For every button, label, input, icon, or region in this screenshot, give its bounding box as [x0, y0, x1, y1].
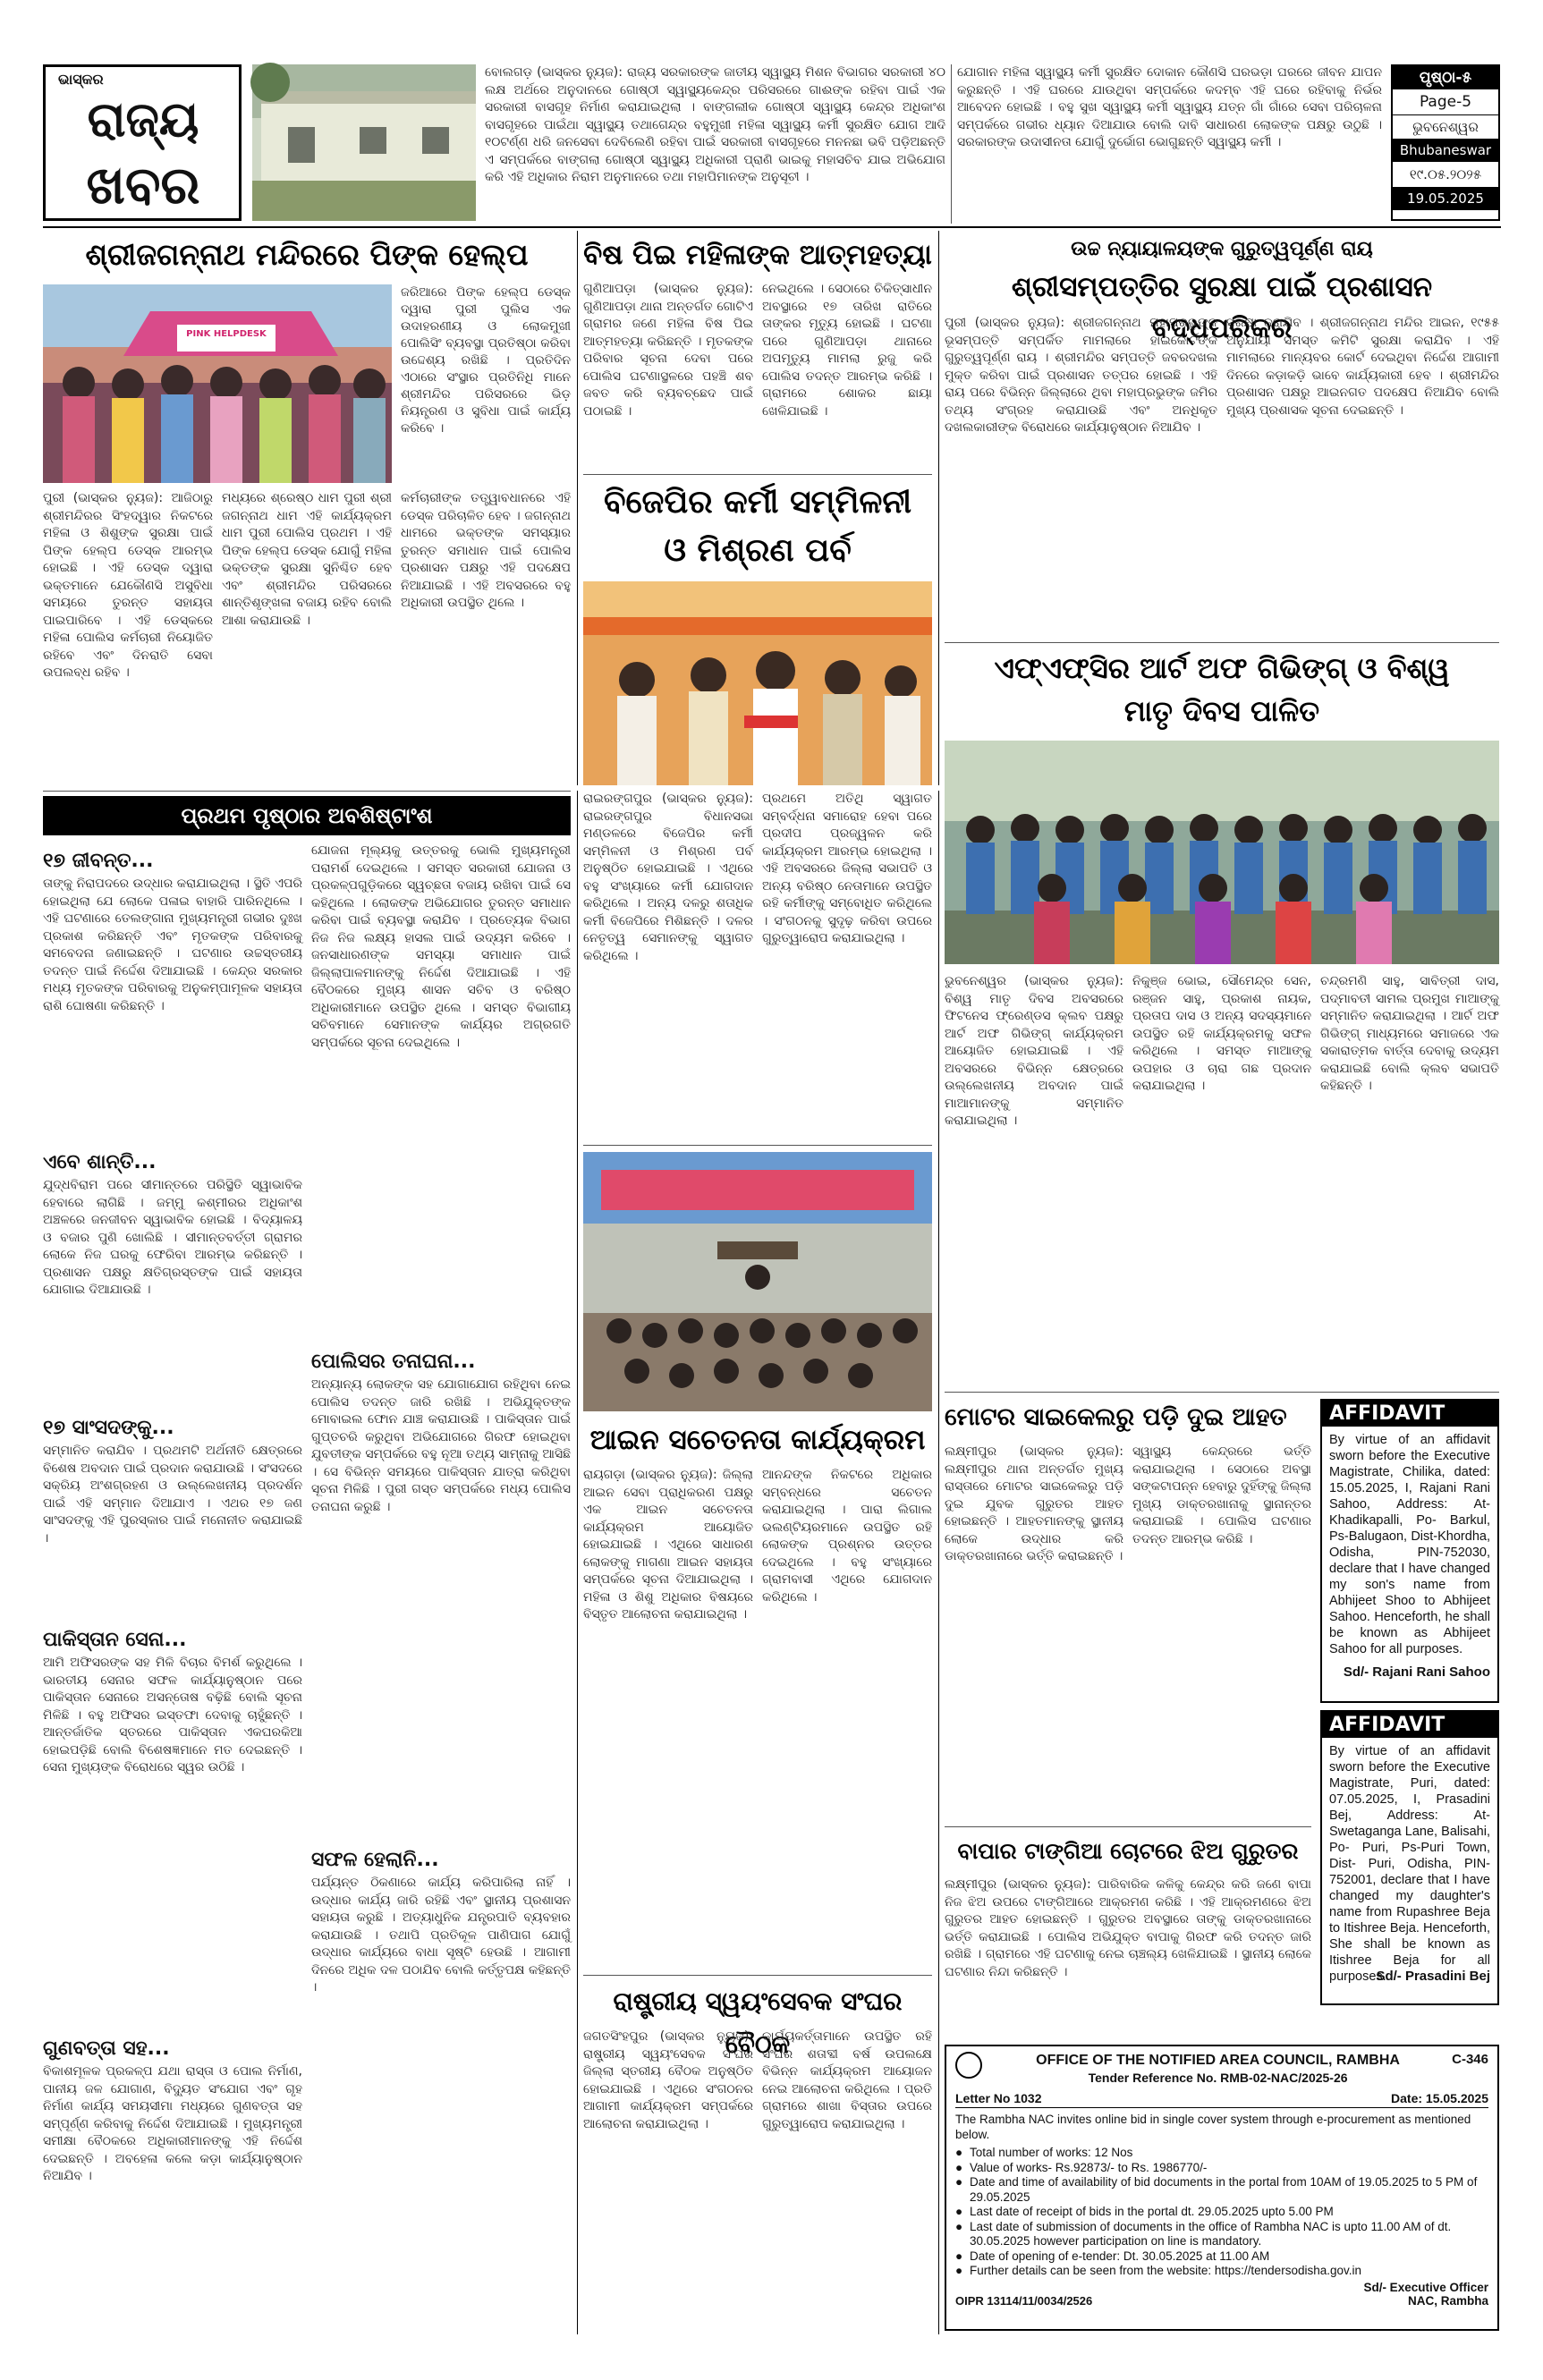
story2-body-a: ଗୁଣିଆପଡ଼ା (ଭାସ୍କର ନ୍ୟୁଜ): ଗୁଣିଆପଡ଼ା ଥାନା ଅନ୍ତର୍ଗତ ଗୋଟିଏ ଗ୍ରାମର ଜଣେ ମହିଳା ବିଷ ପିଇ ଆତ୍ମହତ୍ୟା କରିଛନ୍ତି । ମୃତକଙ୍କ ପରିବାର ସୂଚନା ଦେବା ପରେ ପୋଲିସ ଘଟଣାସ୍ଥଳରେ ପହଞ୍ଚି ଶବ ଜବତ କରି ବ୍ୟବଚ୍ଛେଦ ପାଇଁ ପଠାଇଛି ।: [583, 282, 753, 419]
story6-body-b: ଆନନ୍ଦଙ୍କ ନିକଟରେ ଅଧିକାର ସମ୍ବନ୍ଧରେ ସଚେତନ କରାଯାଇଥିଲା । ପାରା ଲିଗାଲ ଭଲଣ୍ଟିୟରମାନେ ଉପସ୍ଥିତ ରହି ଲୋକଙ୍କ ପ୍ରଶ୍ନର ଉତ୍ତର ଦେଇଥିଲେ । ବହୁ ସଂଖ୍ୟାରେ ଗ୍ରାମବାସୀ ଏଥିରେ ଯୋଗଦାନ କରିଥିଲେ ।: [762, 1468, 932, 1605]
health-center-photo: [252, 64, 476, 221]
story1-body-c: କର୍ମଚାରୀଙ୍କ ତତ୍ତ୍ୱାବଧାନରେ ଏହି ଡେସ୍କ ପରିଚାଳିତ ହେବ । ଜଗନ୍ନାଥ ଧାମରେ ଭକ୍ତଙ୍କ ସମସ୍ୟାର ତୁରନ୍ତ ସମାଧାନ ପାଇଁ ପୋଲିସ ପ୍ରଶାସନ ପକ୍ଷରୁ ଏହି ପଦକ୍ଷେପ ନିଆଯାଇଛି । ଏହି ଅବସରରେ ବହୁ ଅଧିକାରୀ ଉପସ୍ଥିତ ଥିଲେ ।: [401, 491, 571, 610]
tender-letter-no: Letter No 1032: [955, 2091, 1042, 2105]
tender-item: ● Last date of receipt of bids in the portal dt. 29.05.2025 upto 5.00 PM: [955, 2205, 1334, 2218]
continued-banner-text: ପ୍ରଥମ ପୃଷ୍ଠାର ଅବଶିଷ୍ଟାଂଶ: [181, 803, 433, 828]
top-story-col2: ଯୋଗାନ ମହିଳା ସ୍ୱାସ୍ଥ୍ୟ କର୍ମୀ ସୁରକ୍ଷିତ ଦୋକାନ କୌଣସି ଘରଭଡ଼ା ଘରରେ ଜୀବନ ଯାପନ କରୁଛନ୍ତି । ଏହି ଘରରେ ଯାଉଥିବା ସମ୍ପର୍କରେ କଦମ୍ବ ଏହି ଘରେ ରହିବାକୁ ନିର୍ଭର ଆବେଦନ ହୋଇଛି । ବହୁ ସୁଖ ସ୍ୱାସ୍ଥ୍ୟ କର୍ମୀ ସ୍ୱାସ୍ଥ୍ୟ ଯତ୍ନ ଗାଁ ଗାଁରେ ସେବା ପରିଚାଳନା ସମ୍ପର୍କରେ ଗଭୀର ଧ୍ୟାନ ଦିଆଯାଉ ବୋଲି ଦାବି ସାଧାରଣ ଲୋକଙ୍କ ପକ୍ଷରୁ ଉଠୁଛି । ସରକାରଙ୍କ ଉଦାସୀନତା ଯୋଗୁଁ ଦୁର୍ଭୋଗ ଭୋଗୁଛନ୍ତି ସ୍ୱାସ୍ଥ୍ୟ କର୍ମୀ ।: [957, 65, 1382, 149]
affidavit-2-heading: AFFIDAVIT: [1322, 1712, 1497, 1738]
story7-body-b: ସ୍ୱାସ୍ଥ୍ୟ କେନ୍ଦ୍ରରେ ଭର୍ତ୍ତି କରାଯାଇଥିଲା । ସେଠାରେ ଅବସ୍ଥା ସଙ୍କଟାପନ୍ନ ହେବାରୁ ଦୁହିଁଙ୍କୁ ଜିଲ୍ଲା ମୁଖ୍ୟ ଡାକ୍ତରଖାନାକୁ ସ୍ଥାନାନ୍ତର କରାଯାଇଛି । ପୋଲିସ ଘଟଣାର ତଦନ୍ତ ଆରମ୍ଭ କରିଛି ।: [1132, 1444, 1311, 1546]
tender-item: ● Last date of submission of documents in the office of Rambha NAC is upto 11.00 AM of dt. 30.05.2025 however participation on line is mandatory.: [955, 2219, 1452, 2248]
story3-body-a: ପୁରୀ (ଭାସ୍କର ନ୍ୟୁଜ): ଶ୍ରୀଜଗନ୍ନାଥ ମହାପ୍ରଭୁଙ୍କ ଭୂସମ୍ପତ୍ତି ସମ୍ପର୍କିତ ମାମଲାରେ ହାଇକୋର୍ଟଙ୍କ ଗୁରୁତ୍ୱପୂର୍ଣ୍ଣ ରାୟ । ଶ୍ରୀମନ୍ଦିର ସମ୍ପତ୍ତି ଜବରଦଖଲ ମୁକ୍ତ କରିବା ପାଇଁ ପ୍ରଶାସନ ତତ୍ପର ହୋଇଛି । ଏହି ରାୟ ପରେ ବିଭିନ୍ନ ଜିଲ୍ଲାରେ ଥିବା ମହାପ୍ରଭୁଙ୍କ ଜମିର ତଥ୍ୟ ସଂଗ୍ରହ କରାଯାଉଛି ଏବଂ ଅନଧିକୃତ ଦଖଲକାରୀଙ୍କ ବିରୋଧରେ କାର୍ଯ୍ୟାନୁଷ୍ଠାନ ନିଆଯିବ ।: [945, 316, 1217, 435]
cont-c2-body-b: ଅନ୍ୟାନ୍ୟ ଲୋକଙ୍କ ସହ ଯୋଗାଯୋଗ ରହିଥିବା ନେଇ ପୋଲିସ ତଦନ୍ତ ଜାରି ରଖିଛି । ଅଭିଯୁକ୍ତଙ୍କ ମୋବାଇଲ ଫୋନ ଯାଞ୍ଚ କରାଯାଉଛି । ପାକିସ୍ତାନ ପାଇଁ ଗୁପ୍ତଚରି କରୁଥିବା ଅଭିଯୋଗରେ ଗିରଫ ହୋଇଥିବା ଯୁବତୀଙ୍କ ସମ୍ପର୍କରେ ବହୁ ନୂଆ ତଥ୍ୟ ସାମ୍ନାକୁ ଆସିଛି । ସେ ବିଭିନ୍ନ ସମୟରେ ପାକିସ୍ତାନ ଯାତ୍ରା କରିଥିବା ସୂଚନା ମିଳିଛି । ପୁରୀ ଗସ୍ତ ସମ୍ପର୍କରେ ମଧ୍ୟ ପୋଲିସ ତନାଘନା କରୁଛି ।: [311, 1377, 571, 1514]
story5-body-a: ଭୁବନେଶ୍ୱର (ଭାସ୍କର ନ୍ୟୁଜ): ବିଶ୍ୱ ମାତୃ ଦିବସ ଅବସରରେ ଫିଟନେସ ଫ୍ରେଣ୍ଡସ କ୍ଲବ ପକ୍ଷରୁ ଆର୍ଟ ଅଫ ଗିଭିଙ୍ଗ୍ କାର୍ଯ୍ୟକ୍ରମ ଆୟୋଜିତ ହୋଇଯାଇଛି । ଏହି ଅବସରରେ ବିଭିନ୍ନ କ୍ଷେତ୍ରରେ ଉଲ୍ଲେଖନୀୟ ଅବଦାନ ପାଇଁ ମାଆମାନଙ୍କୁ ସମ୍ମାନିତ କରାଯାଇଥିଲା ।: [945, 974, 1123, 1128]
top-story-col1: ବୋଲଗଡ଼ (ଭାସ୍କର ନ୍ୟୁଜ): ରାଜ୍ୟ ସରକାରଙ୍କ ଜାତୀୟ ସ୍ୱାସ୍ଥ୍ୟ ମିଶନ ବିଭାଗର ସରକାରୀ ୪୦ ଲକ୍ଷ ଅର୍ଥରେ ଅନୁଦାନରେ ଗୋଷ୍ଠୀ ସ୍ୱାସ୍ଥ୍ୟକେନ୍ଦ୍ର ପରିସରରେ ଗାଈଙ୍କ ରହିବା ପାଇଁ ଏକ ସରକାରୀ ବାସଗୃହ ନିର୍ମାଣ କରାଯାଇଥିଲା । ବାଙ୍ଗଲୀକ ଗୋଷ୍ଠୀ ସ୍ୱାସ୍ଥ୍ୟ କେନ୍ଦ୍ର ଅଧିକାଂଶ ବାସଗୃହରେ ପାଇଁଥା ସ୍ୱାସ୍ଥ୍ୟ ତଥାଗେନ୍ଦ୍ର ବହୁମୁଖୀ ମହିଳା ସ୍ୱାସ୍ଥ୍ୟ କର୍ମୀ ସୁରକ୍ଷିତ ଯୋଗ ଆଦି ୧୦ଟର୍ଣ୍ଣ ଧରି ଜନସେବା ଦେବିଲେଣି ରହିବା ପାଇଁ ସରକାରୀ ବାସଗୃହରେ ମନନଛା ଭବି ପଡ଼ିଅଛନ୍ତି ଏ ସମ୍ପର୍କରେ ବାଙ୍ଗଲା ଗୋଷ୍ଠୀ ସ୍ୱାସ୍ଥ୍ୟ ଅଧିକାରୀ ପ୍ରାଣି ଭାଇକୁ ମହାସଚିବ ଯାଇ ଅଭିଯୋଗ କରି ଏହି ଅଧିକାର ନିରାମ ଅନୁମାନରେ ତଥା ମହାପିମାନଙ୍କ ଅନୁସୂଚୀ ।: [485, 65, 945, 184]
tender-item: ● Further details can be seen from the website: https://tendersodisha.gov.in: [955, 2264, 1361, 2277]
cont-s3-head: ୧୭ ସାଂସଦଙ୍କୁ...: [43, 1417, 174, 1439]
affidavit-1-heading: AFFIDAVIT: [1322, 1401, 1497, 1427]
affidavit-1-text: By virtue of an affidavit sworn before the Executive Magistrate, Chilika, dated: 15.05.2025, I, Rajani Rani Sahoo, Address: At-Khadikapalli, Po- Barkul, Ps-Balugaon, Dist-Khordha, Odisha, PIN-752030, declare that I have changed my son's name from Abhijeet Shoo to Abhijeet Sahoo. Henceforth, he shall be known as Abhijeet Sahoo for all purposes.: [1329, 1433, 1490, 1656]
ffc-mothers-day-photo: [945, 741, 1499, 964]
story3-body-b: ସୁରକ୍ଷା କରାଯିବ । ଶ୍ରୀଜଗନ୍ନାଥ ମନ୍ଦିର ଆଇନ, ୧୯୫୫ ଅନୁଯାୟୀ ସମସ୍ତ କମିଟି ସୁରକ୍ଷା କରାଯିବ । ଏହି ମାମଲାରେ ମାନ୍ୟବର କୋର୍ଟ ଦେଇଥିବା ନିର୍ଦ୍ଦେଶ ଆଗାମୀ ଦିନରେ କଡ଼ାକଡ଼ି ଭାବେ କାର୍ଯ୍ୟକାରୀ ହେବ । ଶ୍ରୀମନ୍ଦିର ପ୍ରଶାସନ ପକ୍ଷରୁ ଆଇନଗତ ପଦକ୍ଷେପ ନିଆଯିବ ବୋଲି ମୁଖ୍ୟ ପ୍ରଶାସକ ସୂଚନା ଦେଇଛନ୍ତି ।: [1226, 316, 1499, 418]
story7-headline: ମୋଟର ସାଇକେଲରୁ ପଡ଼ି ଦୁଇ ଆହତ: [945, 1403, 1287, 1431]
pink-helpdesk-photo: [43, 284, 392, 483]
continued-col1: [43, 843, 302, 2334]
story4-headline-line1: ବିଜେପିର କର୍ମୀ ସମ୍ମିଳନୀ: [603, 484, 912, 521]
tender-items: [955, 2146, 1488, 2279]
tender-item: ● Date and time of availability of bid documents in the portal from 10AM of 19.05.2025 to 5 PM of 29.05.2025: [955, 2175, 1478, 2204]
story9-headline: ରାଷ୍ଟ୍ରୀୟ ସ୍ୱୟଂସେବକ ସଂଘର ବୈଠକ: [613, 1986, 903, 2059]
cont-c2-body-a: ଯୋଜନା ମୂଲ୍ୟକୁ ଉତ୍ତରକୁ ଭୋଲି ମୁଖ୍ୟମନ୍ତ୍ରୀ ପରାମର୍ଶ ଦେଇଥିଲେ । ସମସ୍ତ ସରକାରୀ ଯୋଜନା ଓ ପ୍ରକଳ୍ପଗୁଡ଼ିକରେ ସ୍ୱଚ୍ଛତା ବଜାୟ ରଖିବା ପାଇଁ ସେ କହିଥିଲେ । ଲୋକଙ୍କ ଅଭିଯୋଗର ତୁରନ୍ତ ସମାଧାନ କରିବା ପାଇଁ ବ୍ୟବସ୍ଥା କରାଯିବ । ପ୍ରତ୍ୟେକ ବିଭାଗ ନିଜ ନିଜ ଲକ୍ଷ୍ୟ ହାସଲ ପାଇଁ ଉଦ୍ୟମ କରିବେ । ଜନସାଧାରଣଙ୍କ ସମସ୍ୟା ସମାଧାନ ପାଇଁ ଜିଲ୍ଲାପାଳମାନଙ୍କୁ ନିର୍ଦ୍ଦେଶ ଦିଆଯାଇଛି । ଏହି ବୈଠକରେ ମୁଖ୍ୟ ଶାସନ ସଚିବ ଓ ବରିଷ୍ଠ ଅଧିକାରୀମାନେ ଉପସ୍ଥିତ ଥିଲେ । ସମସ୍ତ ବିଭାଗୀୟ ସଚିବମାନେ ସେମାନଙ୍କ କାର୍ଯ୍ୟର ଅଗ୍ରଗତି ସମ୍ପର୍କରେ ସୂଚନା ଦେଇଥିଲେ ।: [311, 843, 571, 1050]
story5-headline-line1: ଏଫ୍‌ଏଫ୍‌ସିର ଆର୍ଟ ଅଫ ଗିଭିଙ୍ଗ୍ ଓ ବିଶ୍ୱ: [994, 651, 1450, 685]
affidavit-ad-2: [1320, 1710, 1499, 2005]
story8-body: ଲକ୍ଷ୍ମୀପୁର (ଭାସ୍କର ନ୍ୟୁଜ): ପାରିବାରିକ କଳିକୁ କେନ୍ଦ୍ର କରି ଜଣେ ବାପା ନିଜ ଝିଅ ଉପରେ ଟାଙ୍ଗିଆରେ ଆକ୍ରମଣ କରିଛି । ଏହି ଆକ୍ରମଣରେ ଝିଅ ଗୁରୁତର ଆହତ ହୋଇଛନ୍ତି । ଗୁରୁତର ଅବସ୍ଥାରେ ତାଙ୍କୁ ଡାକ୍ତରଖାନାରେ ଭର୍ତ୍ତି କରାଯାଇଛି । ପୋଲିସ ଅଭିଯୁକ୍ତ ବାପାକୁ ଗିରଫ କରି ତଦନ୍ତ ଜାରି ରଖିଛି । ଗ୍ରାମରେ ଏହି ଘଟଣାକୁ ନେଇ ଚାଞ୍ଚଲ୍ୟ ଖେଳିଯାଇଛି । ସ୍ଥାନୀୟ ଲୋକେ ଘଟଣାର ନିନ୍ଦା କରିଛନ୍ତି ।: [945, 1877, 1311, 1979]
date-label: ୧୯.୦୫.୨୦୨୫: [1409, 166, 1482, 182]
story5-headline-line2: ମାତୃ ଦିବସ ପାଳିତ: [1123, 694, 1320, 728]
cont-s3-body: ସମ୍ମାନିତ କରାଯିବ । ପ୍ରଥମଟି ଅର୍ଥନୀତି କ୍ଷେତ୍ରରେ ବିଶେଷ ଅବଦାନ ପାଇଁ ପ୍ରଦାନ କରାଯାଉଛି । ସଂସଦରେ ସକ୍ରିୟ ଅଂଶଗ୍ରହଣ ଓ ଉଲ୍ଲେଖନୀୟ ପ୍ରଦର୍ଶନ ପାଇଁ ଏହି ସମ୍ମାନ ଦିଆଯାଏ । ଏଥର ୧୭ ଜଣ ସାଂସଦଙ୍କୁ ଏହି ପୁରସ୍କାର ପାଇଁ ମନୋନୀତ କରାଯାଇଛି ।: [43, 1444, 302, 1546]
tender-item: ● Value of works- Rs.92873/- to Rs. 1986770/-: [955, 2160, 1208, 2174]
section-title-line1: ରାଜ୍ୟ: [87, 91, 199, 148]
tender-reference: Tender Reference No. RMB-02-NAC/2025-26: [1088, 2071, 1348, 2085]
tender-code: C-346: [1452, 2052, 1488, 2067]
page-label-en: Page-5: [1393, 89, 1498, 115]
section-title-line2: ଖବର: [86, 155, 200, 216]
date-label-en: 19.05.2025: [1393, 187, 1498, 210]
story4-headline-line2: ଓ ମିଶ୍ରଣ ପର୍ବ: [664, 532, 852, 569]
story1-headline: ଶ୍ରୀଜଗନ୍ନାଥ ମନ୍ଦିରରେ ପିଙ୍କ ହେଲ୍ପ: [85, 237, 529, 272]
page-info-box: [1391, 64, 1500, 221]
story4-body-b: ପ୍ରଥମେ ଅତିଥି ସ୍ୱାଗତ ସମ୍ବର୍ଦ୍ଧନା ସମାରୋହ ହେବା ପରେ ପ୍ରଦୀପ ପ୍ରଜ୍ୱଳନ କରି କାର୍ଯ୍ୟକ୍ରମ ଆରମ୍ଭ ହୋଇଥିଲା । ଏହି ଅବସରରେ ଜିଲ୍ଲା ସଭାପତି ଓ ଅନ୍ୟ ବରିଷ୍ଠ ନେତାମାନେ ଉପସ୍ଥିତ ରହି କର୍ମୀଙ୍କୁ ସମ୍ବୋଧିତ କରିଥିଲେ । ସଂଗଠନକୁ ସୁଦୃଢ଼ କରିବା ଉପରେ ଗୁରୁତ୍ୱାରୋପ କରାଯାଇଥିଲା ।: [762, 792, 932, 945]
bjp-meeting-photo: [583, 581, 932, 785]
cont-s2-head: ଏବେ ଶାନ୍ତି...: [43, 1151, 157, 1173]
tender-date: Date: 15.05.2025: [1391, 2091, 1488, 2105]
page-label: ପୃଷ୍ଠା-୫: [1393, 66, 1498, 89]
continued-col2: [311, 843, 571, 2334]
emblem-icon: [955, 2052, 982, 2079]
cont-s4-head: ପାକିସ୍ତାନ ସେନା...: [43, 1629, 187, 1651]
story1-caption: ଜରିଆରେ ପିଙ୍କ ହେଲ୍ପ ଡେସ୍କ ଦ୍ୱାରା ପୁରୀ ପୁଲିସ ଏକ ଉଦାହରଣୀୟ ଓ ଲୋକମୁଖୀ ପୋଲିସିଂ ବ୍ୟବସ୍ଥା ପ୍ରତିଷ୍ଠା କରିବା ଉଦ୍ଦେଶ୍ୟ ରଖିଛି । ପ୍ରତିଦିନ ଏଠାରେ ସଂସ୍ଥାର ପ୍ରତିନିଧି ମାନେ ଶ୍ରୀମନ୍ଦିର ପରିସରରେ ଭିଡ଼ ନିୟନ୍ତ୍ରଣ ଓ ସୁବିଧା ପାଇଁ କାର୍ଯ୍ୟ କରିବେ ।: [401, 285, 571, 436]
city-label: ଭୁବନେଶ୍ୱର: [1412, 119, 1479, 135]
story1-body-b: ମଧ୍ୟରେ ଶ୍ରେଷ୍ଠ ଧାମ ପୁରୀ ଶ୍ରୀ ଜଗନ୍ନାଥ ଧାମ ଏହି କାର୍ଯ୍ୟକ୍ରମ ଧାମ ପୁରୀ ପୋଲିସ ପ୍ରଥମ । ଏହି ପିଙ୍କ ହେଲ୍ପ ଡେସ୍କ ଯୋଗୁଁ ମହିଳା ଭକ୍ତଙ୍କ ସୁରକ୍ଷା ସୁନିଶ୍ଚିତ ହେବ ଏବଂ ଶ୍ରୀମନ୍ଦିର ପରିସରରେ ଶାନ୍ତିଶୃଙ୍ଖଳା ବଜାୟ ରହିବ ବୋଲି ଆଶା କରାଯାଉଛି ।: [222, 491, 392, 628]
cont-s1-body: ତାଙ୍କୁ ନିରାପଦରେ ଉଦ୍ଧାର କରାଯାଇଥିଲା । ସ୍ଥିତି ଏପରି ହୋଇଥିଲା ଯେ ଲୋକେ ପଳାଇ ବାହାରି ପାରିନଥିଲେ । ଏହି ଘଟଣାରେ ତେଲଙ୍ଗାନା ମୁଖ୍ୟମନ୍ତ୍ରୀ ଗଭୀର ଦୁଃଖ ପ୍ରକାଶ କରିଛନ୍ତି ଏବଂ ମୃତକଙ୍କ ପରିବାରକୁ ସମବେଦନା ଜଣାଇଛନ୍ତି । ଘଟଣାର ଉଚ୍ଚସ୍ତରୀୟ ତଦନ୍ତ ପାଇଁ ନିର୍ଦ୍ଦେଶ ଦିଆଯାଇଛି । କେନ୍ଦ୍ର ସରକାର ମଧ୍ୟ ମୃତକଙ୍କ ପରିବାରକୁ ଅନୁକମ୍ପାମୂଳକ ସହାୟତା ରାଶି ଘୋଷଣା କରିଛନ୍ତି ।: [43, 877, 302, 1013]
city-label-en: Bhubaneswar: [1393, 139, 1498, 162]
story2-body-b: ନେଇଥିଲେ । ସେଠାରେ ଚିକିତ୍ସାଧୀନ ଅବସ୍ଥାରେ ୧୭ ତାରିଖ ରାତିରେ ତାଙ୍କର ମୃତ୍ୟୁ ହୋଇଛି । ଘଟଣା ପରେ ଗୁଣିଆପଡ଼ା ଥାନାରେ ଅପମୃତ୍ୟୁ ମାମଲା ରୁଜୁ କରି ପୋଲିସ ତଦନ୍ତ ଆରମ୍ଭ କରିଛି । ଗ୍ରାମରେ ଶୋକର ଛାୟା ଖେଳିଯାଇଛି ।: [762, 282, 932, 419]
pink-helpdesk-banner: PINK HELPDESK: [186, 329, 267, 339]
cont-s5-head: ଗୁଣବତ୍ତା ସହ...: [43, 2037, 170, 2060]
cont-c2-head-b: ପୋଲିସର ତନାଘନା...: [311, 1351, 476, 1373]
story5-body-b: ନିକୁଞ୍ଜ ଭୋଇ, ସୌମେନ୍ଦ୍ର ସେନ, ରଞ୍ଜନ ସାହୁ, ପ୍ରକାଶ ନାୟକ, ପ୍ରତାପ ଦାସ ଓ ଅନ୍ୟ ସଦସ୍ୟମାନେ ଉପସ୍ଥିତ ରହି କାର୍ଯ୍ୟକ୍ରମକୁ ସଫଳ କରିଥିଲେ । ସମସ୍ତ ମାଆଙ୍କୁ ଉପହାର ଓ ଚାରା ଗଛ ପ୍ରଦାନ କରାଯାଇଥିଲା ।: [1132, 974, 1311, 1093]
cont-s1-head: ୧୭ ଜୀବନ୍ତ...: [43, 850, 154, 872]
cont-c2-body-c: ପର୍ଯ୍ୟନ୍ତ ଠିକଣାରେ କାର୍ଯ୍ୟ କରିପାରିଲା ନାହିଁ । ଉଦ୍ଧାର କାର୍ଯ୍ୟ ଜାରି ରହିଛି ଏବଂ ସ୍ଥାନୀୟ ପ୍ରଶାସନ ସହାୟତା କରୁଛି । ଅତ୍ୟାଧୁନିକ ଯନ୍ତ୍ରପାତି ବ୍ୟବହାର କରାଯାଉଛି । ତଥାପି ପ୍ରତିକୂଳ ପାଣିପାଗ ଯୋଗୁଁ ଉଦ୍ଧାର କାର୍ଯ୍ୟରେ ବାଧା ସୃଷ୍ଟି ହେଉଛି । ଆଗାମୀ ଦିନରେ ଅଧିକ ଦଳ ପଠାଯିବ ବୋଲି କର୍ତ୍ତୃପକ୍ଷ କହିଛନ୍ତି ।: [311, 1876, 571, 1995]
cont-s4-body: ଆମି ଅଫିସରଙ୍କ ସହ ମିଳି ବିଚାର ବିମର୍ଶ କରୁଥିଲେ । ଭାରତୀୟ ସେନାର ସଫଳ କାର୍ଯ୍ୟାନୁଷ୍ଠାନ ପରେ ପାକିସ୍ତାନ ସେନାରେ ଅସନ୍ତୋଷ ବଢ଼ିଛି ବୋଲି ସୂଚନା ମିଳିଛି । ବହୁ ଅଫିସର ଇସ୍ତଫା ଦେବାକୁ ଚାହୁଁଛନ୍ତି । ଆନ୍ତର୍ଜାତିକ ସ୍ତରରେ ପାକିସ୍ତାନ ଏକଘରକିଆ ହୋଇପଡ଼ିଛି ବୋଲି ବିଶେଷଜ୍ଞମାନେ ମତ ଦେଇଛନ୍ତି । ସେନା ମୁଖ୍ୟଙ୍କ ବିରୋଧରେ ସ୍ୱର ଉଠିଛି ।: [43, 1656, 302, 1774]
cont-s5-body: ବିକାଶମୂଳକ ପ୍ରକଳ୍ପ ଯଥା ରାସ୍ତା ଓ ପୋଲ ନିର୍ମାଣ, ପାନୀୟ ଜଳ ଯୋଗାଣ, ବିଦ୍ୟୁତ ସଂଯୋଗ ଏବଂ ଗୃହ ନିର୍ମାଣ କାର୍ଯ୍ୟ ସମୟସୀମା ମଧ୍ୟରେ ଗୁଣବତ୍ତା ସହ ସମ୍ପୂର୍ଣ୍ଣ କରିବାକୁ ନିର୍ଦ୍ଦେଶ ଦିଆଯାଇଛି । ମୁଖ୍ୟମନ୍ତ୍ରୀ ସମୀକ୍ଷା ବୈଠକରେ ଅଧିକାରୀମାନଙ୍କୁ ଏହି ନିର୍ଦ୍ଦେଶ ଦେଇଛନ୍ତି । ଅବହେଳା କଲେ କଡ଼ା କାର୍ଯ୍ୟାନୁଷ୍ଠାନ ନିଆଯିବ ।: [43, 2064, 302, 2183]
story9-body-a: ଜଗତସିଂହପୁର (ଭାସ୍କର ନ୍ୟୁଜ): ରାଷ୍ଟ୍ରୀୟ ସ୍ୱୟଂସେବକ ସଂଘର ଜିଲ୍ଲା ସ୍ତରୀୟ ବୈଠକ ଅନୁଷ୍ଠିତ ହୋଇଯାଇଛି । ଏଥିରେ ସଂଗଠନର ଆଗାମୀ କାର୍ଯ୍ୟକ୍ରମ ସମ୍ପର୍କରେ ଆଲୋଚନା କରାଯାଇଥିଲା ।: [583, 2029, 753, 2131]
tender-intro: The Rambha NAC invites online bid in single cover system through e-procurement as mentioned below.: [955, 2113, 1471, 2141]
story6-body-a: ରାୟଗଡ଼ା (ଭାସ୍କର ନ୍ୟୁଜ): ଜିଲ୍ଲା ଆଇନ ସେବା ପ୍ରାଧିକରଣ ପକ୍ଷରୁ ଏକ ଆଇନ ସଚେତନତା କାର୍ଯ୍ୟକ୍ରମ ଆୟୋଜିତ ହୋଇଯାଇଛି । ଏଥିରେ ସାଧାରଣ ଲୋକଙ୍କୁ ମାଗଣା ଆଇନ ସହାୟତା ସମ୍ପର୍କରେ ସୂଚନା ଦିଆଯାଇଥିଲା । ମହିଳା ଓ ଶିଶୁ ଅଧିକାର ବିଷୟରେ ବିସ୍ତୃତ ଆଲୋଚନା କରାଯାଇଥିଲା ।: [583, 1468, 753, 1622]
story6-headline: ଆଇନ ସଚେତନତା କାର୍ଯ୍ୟକ୍ରମ: [589, 1424, 926, 1456]
affidavit-2-signature: Sd/- Prasadini Bej: [1376, 1969, 1490, 1984]
tender-office: OFFICE OF THE NOTIFIED AREA COUNCIL, RAMBHA: [1036, 2053, 1400, 2068]
affidavit-1-signature: Sd/- Rajani Rani Sahoo: [1343, 1664, 1490, 1680]
tender-signature-office: NAC, Rambha: [1407, 2293, 1488, 2308]
tender-item: ● Total number of works: 12 Nos: [955, 2146, 1133, 2159]
continued-banner: [43, 796, 571, 835]
cont-c2-head-c: ସଫଳ ହେଲାନି...: [311, 1849, 439, 1871]
story3-kicker: ଉଚ୍ଚ ନ୍ୟାୟାଳୟଙ୍କ ଗୁରୁତ୍ୱପୂର୍ଣ୍ଣ ରାୟ: [1071, 238, 1373, 260]
masthead: [43, 64, 242, 221]
tender-item: ● Date of opening of e-tender: Dt. 30.05.2025 at 11.00 AM: [955, 2249, 1270, 2263]
story4-body-a: ରାଇରଙ୍ଗପୁର (ଭାସ୍କର ନ୍ୟୁଜ): ରାଇରଙ୍ଗପୁର ବିଧାନସଭା ମଣ୍ଡଳରେ ବିଜେପିର କର୍ମୀ ସମ୍ମିଳନୀ ଓ ମିଶ୍ରଣ ପର୍ବ ଅନୁଷ୍ଠିତ ହୋଇଯାଇଛି । ଏଥିରେ ବହୁ ସଂଖ୍ୟାରେ କର୍ମୀ ଯୋଗଦାନ କରିଥିଲେ । ଅନ୍ୟ ଦଳରୁ ଶତାଧିକ କର୍ମୀ ବିଜେପିରେ ମିଶିଛନ୍ତି । ଦଳର ନେତୃତ୍ୱ ସେମାନଙ୍କୁ ସ୍ୱାଗତ କରିଥିଲେ ।: [583, 792, 753, 963]
affidavit-2-text: By virtue of an affidavit sworn before the Executive Magistrate, Puri, dated: 07.05.2025, I, Prasadini Bej, Address: At- Swetaganga Lane, Balisahi, Po- Puri, Ps-Puri Town, Dist- Puri, Odisha, PIN-752001, declare that I have changed my daughter's name from Rupashree Beja to Itishree Beja. Henceforth, She shall be known as Itishree Beja for all purposes.: [1329, 1744, 1490, 1984]
tender-notice: [945, 2045, 1499, 2331]
story5-body-c: ଚନ୍ଦ୍ରମଣି ସାହୁ, ସାବିତ୍ରୀ ଦାସ, ପଦ୍ମାବତୀ ସାମଲ ପ୍ରମୁଖ ମାଆଙ୍କୁ ସମ୍ମାନିତ କରାଯାଇଥିଲା । ଆର୍ଟ ଅଫ ଗିଭିଙ୍ଗ୍ ମାଧ୍ୟମରେ ସମାଜରେ ଏକ ସକାରାତ୍ମକ ବାର୍ତ୍ତା ଦେବାକୁ ଉଦ୍ୟମ କରାଯାଇଛି ବୋଲି କ୍ଲବ ସଭାପତି କହିଛନ୍ତି ।: [1320, 974, 1499, 1093]
cont-s2-body: ଯୁଦ୍ଧବିରାମ ପରେ ସୀମାନ୍ତରେ ପରିସ୍ଥିତି ସ୍ୱାଭାବିକ ହେବାରେ ଲାଗିଛି । ଜମ୍ମୁ କଶ୍ମୀରର ଅଧିକାଂଶ ଅଞ୍ଚଳରେ ଜନଜୀବନ ସ୍ୱାଭାବିକ ହୋଇଛି । ବିଦ୍ୟାଳୟ ଓ ବଜାର ପୁଣି ଖୋଲିଛି । ସୀମାନ୍ତବର୍ତ୍ତୀ ଗ୍ରାମର ଲୋକେ ନିଜ ଘରକୁ ଫେରିବା ଆରମ୍ଭ କରିଛନ୍ତି । ପ୍ରଶାସନ ପକ୍ଷରୁ କ୍ଷତିଗ୍ରସ୍ତଙ୍କ ପାଇଁ ସହାୟତା ଯୋଗାଇ ଦିଆଯାଉଛି ।: [43, 1178, 302, 1297]
story2-headline: ବିଷ ପିଇ ମହିଳାଙ୍କ ଆତ୍ମହତ୍ୟା: [583, 239, 932, 271]
tender-oipr: OIPR 13114/11/0034/2526: [955, 2293, 1093, 2308]
story8-headline: ବାପାର ଟାଙ୍ଗିଆ ଚୋଟରେ ଝିଅ ଗୁରୁତର: [957, 1838, 1299, 1864]
story3-headline: ଶ୍ରୀସମ୍ପତ୍ତିର ସୁରକ୍ଷା ପାଇଁ ପ୍ରଶାସନ ବଦ୍ଧପରିକର: [1011, 271, 1433, 344]
story9-body-b: କାର୍ଯ୍ୟକର୍ତ୍ତାମାନେ ଉପସ୍ଥିତ ରହି ସଂଘର ଶତାବ୍ଦୀ ବର୍ଷ ଉପଲକ୍ଷେ ବିଭିନ୍ନ କାର୍ଯ୍ୟକ୍ରମ ଆୟୋଜନ ନେଇ ଆଲୋଚନା କରିଥିଲେ । ପ୍ରତି ଗ୍ରାମରେ ଶାଖା ବିସ୍ତାର ଉପରେ ଗୁରୁତ୍ୱାରୋପ କରାଯାଇଥିଲା ।: [762, 2029, 932, 2131]
brand-small: ଭାସ୍କର: [58, 71, 104, 88]
story1-body-a: ପୁରୀ (ଭାସ୍କର ନ୍ୟୁଜ): ଆଜିଠାରୁ ଶ୍ରୀମନ୍ଦିରର ସିଂହଦ୍ୱାର ନିକଟରେ ମହିଳା ଓ ଶିଶୁଙ୍କ ସୁରକ୍ଷା ପାଇଁ ପିଙ୍କ ହେଲ୍ପ ଡେସ୍କ ଆରମ୍ଭ ହୋଇଛି । ଏହି ଡେସ୍କ ଦ୍ୱାରା ଭକ୍ତମାନେ ଯେକୌଣସି ଅସୁବିଧା ସମୟରେ ତୁରନ୍ତ ସହାୟତା ପାଇପାରିବେ । ଏହି ଡେସ୍କରେ ମହିଳା ପୋଲିସ କର୍ମଚାରୀ ନିୟୋଜିତ ରହିବେ ଏବଂ ଦିନରାତି ସେବା ଉପଲବ୍ଧ ରହିବ ।: [43, 491, 213, 680]
tender-signature: Sd/- Executive Officer: [1363, 2280, 1488, 2294]
story7-body-a: ଲକ୍ଷ୍ମୀପୁର (ଭାସ୍କର ନ୍ୟୁଜ): ଲକ୍ଷ୍ମୀପୁର ଥାନା ଅନ୍ତର୍ଗତ ମୁଖ୍ୟ ରାସ୍ତାରେ ମୋଟର ସାଇକେଲରୁ ପଡ଼ି ଦୁଇ ଯୁବକ ଗୁରୁତର ଆହତ ହୋଇଛନ୍ତି । ଆହତମାନଙ୍କୁ ସ୍ଥାନୀୟ ଲୋକେ ଉଦ୍ଧାର କରି ଡାକ୍ତରଖାନାରେ ଭର୍ତ୍ତି କରାଇଛନ୍ତି ।: [945, 1444, 1123, 1563]
law-awareness-photo: [583, 1152, 932, 1411]
affidavit-ad-1: [1320, 1399, 1499, 1703]
